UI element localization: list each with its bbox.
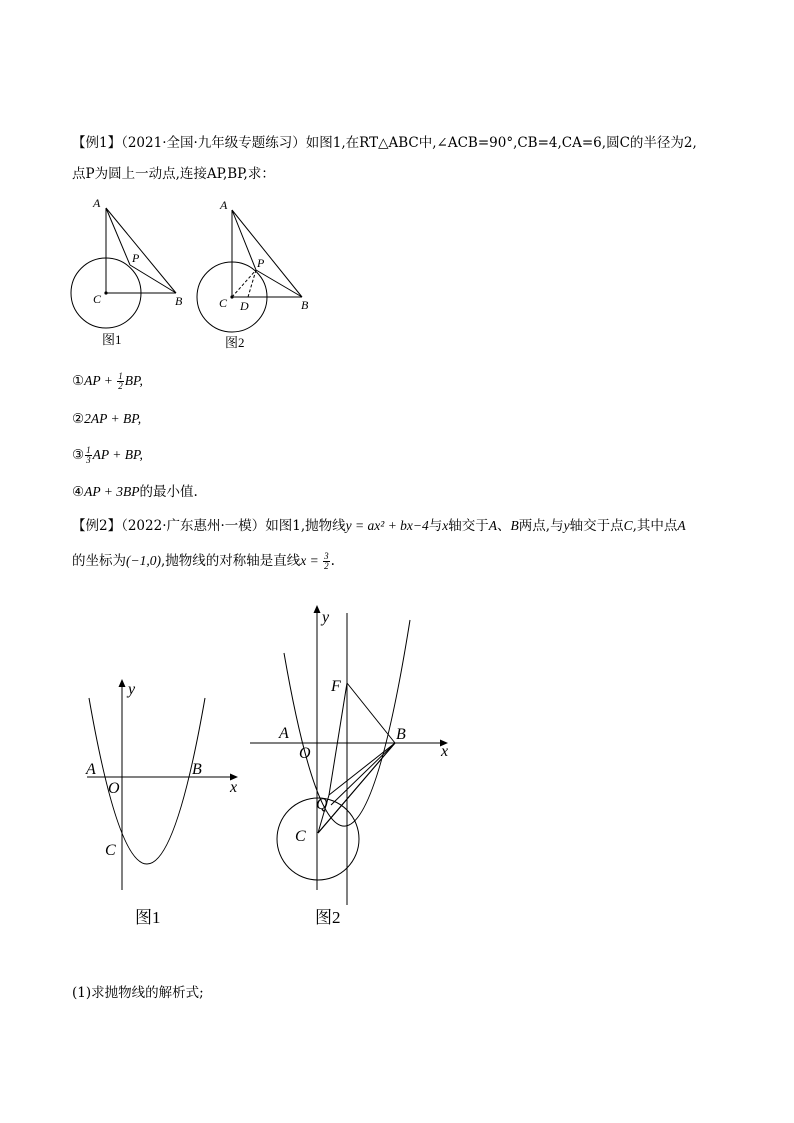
example1-line2: 点P为圆上一动点,连接AP,BP,求：	[72, 166, 275, 182]
axis-fraction: $\frac{3}{2}$	[324, 551, 329, 571]
item-2	[72, 409, 141, 429]
item-1-post: BP,	[124, 373, 143, 388]
example2-line2	[72, 551, 335, 571]
label-f: F	[331, 678, 341, 695]
label-b: B	[301, 298, 309, 312]
segment-bp	[130, 265, 176, 293]
item-1-mark: ①	[72, 373, 85, 389]
segment-ab	[232, 210, 302, 297]
item-4	[72, 482, 198, 502]
item-4-mark: ④	[72, 484, 85, 500]
item-1-fraction: $\frac{1}{2}$	[118, 371, 123, 391]
example2-figure1	[75, 670, 255, 935]
segment-ap	[232, 210, 256, 270]
label-b: B	[192, 761, 202, 778]
label-p: P	[132, 251, 140, 265]
segment-fb	[347, 683, 395, 743]
label-o: O	[299, 745, 311, 762]
point-c	[230, 295, 233, 298]
label-b: B	[396, 726, 406, 743]
label-c: C	[295, 828, 306, 845]
text-with: 与	[428, 518, 443, 534]
point-a-ref: A	[488, 518, 498, 533]
label-y: y	[322, 609, 330, 626]
axis-equation: x =	[300, 553, 323, 568]
text-axis-meet: 轴交于	[448, 518, 489, 534]
item-3-post: AP + BP,	[92, 447, 143, 462]
segment-cp-dashed	[232, 270, 256, 297]
question-1: (1)求抛物线的解析式;	[72, 985, 204, 1001]
label-x: x	[441, 743, 449, 760]
item-3-fraction: $\frac{1}{3}$	[86, 445, 91, 465]
item-4-post: 的最小值.	[139, 484, 198, 500]
coord-value: (−1,0)	[126, 553, 161, 568]
point-c-ref: C	[623, 518, 633, 533]
fig1-caption: 图1	[135, 908, 161, 927]
label-q: Q	[316, 796, 328, 813]
label-a: A	[93, 196, 101, 210]
item-2-text: 2AP + BP,	[84, 411, 142, 426]
label-y: y	[128, 681, 136, 698]
segment-qf	[329, 683, 347, 795]
fig1-caption: 图1	[102, 332, 122, 347]
label-b: B	[175, 294, 183, 308]
text-where: ,其中点	[632, 518, 678, 534]
example1-line1: 【例1】（2021·全国·九年级专题练习）如图1,在RT△ABC中,∠ACB=90°,CB=4,CA=6,圆C的半径为2,	[72, 135, 697, 151]
segment-qb	[329, 743, 395, 795]
label-c: C	[219, 296, 228, 310]
point-c	[104, 291, 107, 294]
label-p: P	[257, 256, 265, 270]
text-sep: 、	[497, 518, 511, 534]
y-axis-arrow	[119, 679, 126, 687]
text-y-axis-meet: 轴交于点	[569, 518, 624, 534]
example2-intro: 【例2】（2022·广东惠州·一模）如图1,抛物线	[72, 518, 346, 534]
label-a: A	[279, 725, 289, 742]
label-d: D	[240, 299, 249, 313]
label-x: x	[230, 779, 238, 796]
item-1	[72, 371, 143, 391]
y-axis-arrow	[314, 605, 321, 613]
segment-bp	[256, 270, 302, 297]
item-1-pre: AP +	[84, 373, 117, 388]
text-coords-of: 的坐标为	[72, 553, 126, 569]
label-c: C	[105, 842, 116, 859]
label-c: C	[93, 292, 102, 306]
example2-figure2	[245, 595, 475, 935]
example1-figure2	[190, 190, 330, 355]
fig2-caption: 图2	[225, 335, 245, 350]
y-var: y	[563, 518, 570, 533]
segment-qb-2	[331, 743, 395, 805]
point-b-ref: B	[510, 518, 519, 533]
text-period: .	[330, 553, 335, 569]
item-2-mark: ②	[72, 411, 85, 427]
x-var: x	[442, 518, 449, 533]
example2-line1	[72, 516, 686, 536]
label-a: A	[220, 198, 228, 212]
label-o: O	[108, 780, 120, 797]
segment-ap	[106, 208, 130, 265]
item-3	[72, 445, 143, 465]
item-3-mark: ③	[72, 447, 85, 463]
text-two-points: 两点,与	[518, 518, 564, 534]
fig2-caption: 图2	[315, 908, 341, 927]
example1-figure1	[60, 190, 200, 350]
segment-ab	[106, 208, 176, 293]
parabola-equation: y = ax² + bx−4	[345, 518, 429, 533]
text-symmetry-axis: ,抛物线的对称轴是直线	[160, 553, 301, 569]
parabola	[89, 698, 205, 864]
label-a: A	[86, 761, 96, 778]
point-a-ref-2: A	[677, 518, 686, 533]
item-4-pre: AP + 3BP	[84, 484, 140, 499]
